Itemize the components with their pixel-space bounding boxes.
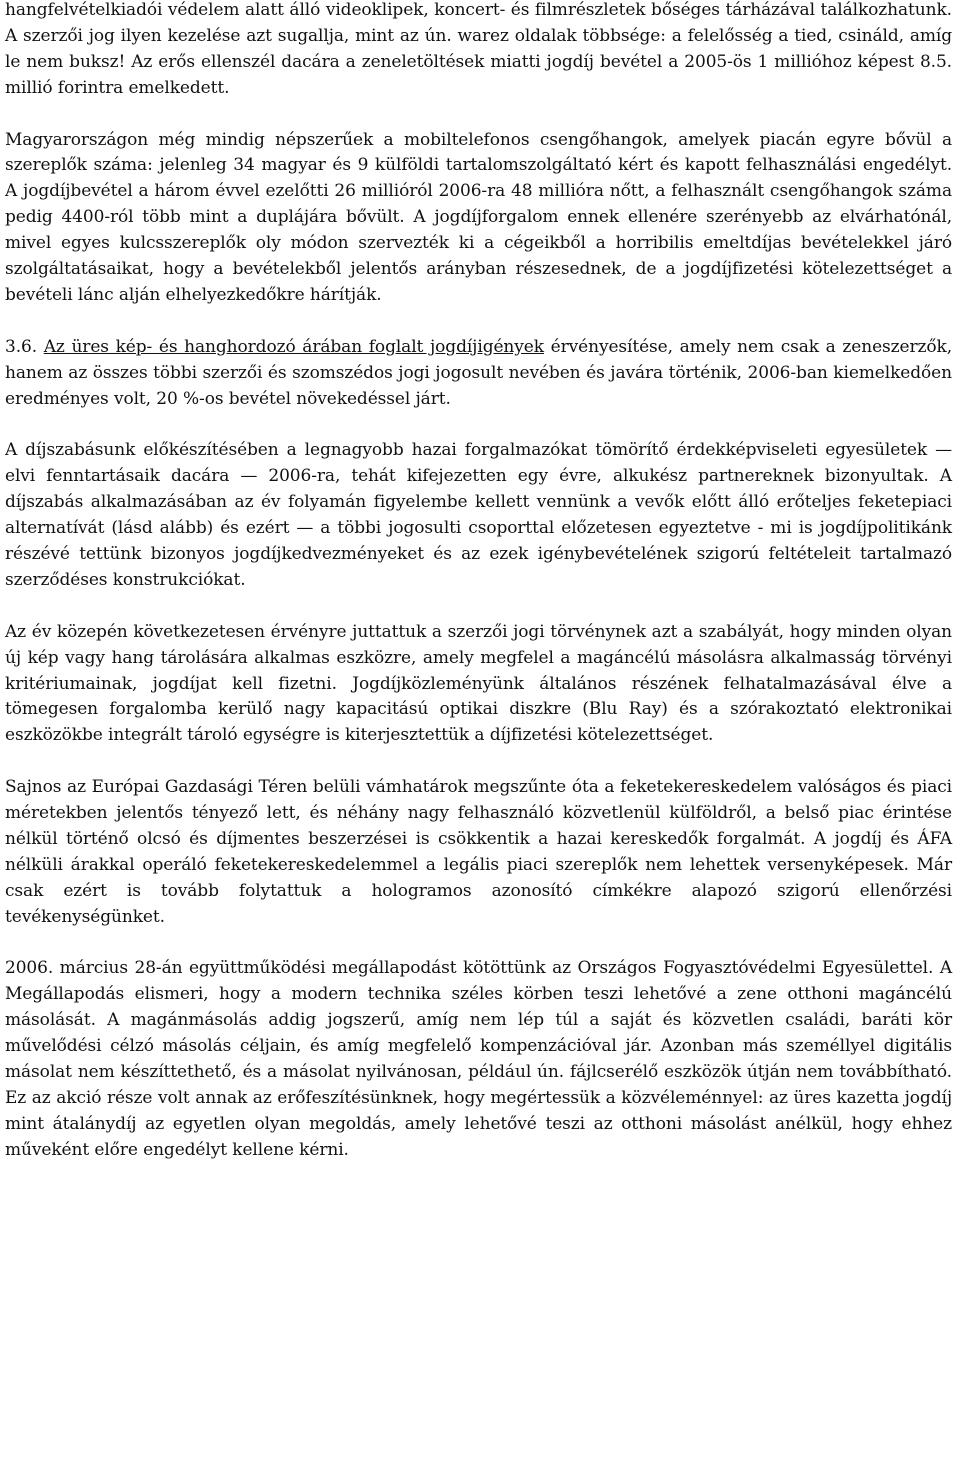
paragraph-copyright-law-enforcement: Az év közepén következetesen érvényre juttattuk a szerzői jogi törvénynek azt a szabályát, hogy minden olyan új kép vagy hang tárolására alkalmas eszközre, amely megfelel a magáncélú másolásra alkalmasság törvényi kritériumainak, jogdíjat kell fizetni. Jogdíjközleményünk általános részének felhatalmazásával élve a tömegesen forgalomba kerülő nagy kapacitású optikai diszkre (Blu Ray) és a szórakoztató elektronikai eszközökbe integrált tároló egységre is kiterjesztettük a díjfizetési kötelezettséget. [5,621,952,746]
paragraph-tariff-preparation: A díjszabásunk előkészítésében a legnagyobb hazai forgalmazókat tömörítő érdekképviseleti egyesületek — elvi fenntartásaik dacára — 2006-ra, tehát kifejezetten egy évre, alkukész partnereknek bizonyultak. A díjszabás alkalmazásában az év folyamán figyelembe kellett vennünk a vevők előtt álló erőteljes feketepiaci alternatívát (lásd alább) és ezért — a többi jogosulti csoporttal előzetesen egyeztetve - mi is jogdíjpolitikánk részévé tettünk bizonyos jogdíjkedvezményeket és az ezek igénybevételének szigorú feltételeit tartalmazó szerződéses konstrukciókat. [5,440,952,590]
paragraph-black-market: Sajnos az Európai Gazdasági Téren belüli vámhatárok megszűnte óta a feketekereskedelem valóságos és piaci méretekben jelentős tényező lett, és néhány nagy felhasználó közvetlenül külföldről, a belső piac érintése nélkül történő olcsó és díjmentes beszerzései is csökkentik a hazai kereskedők forgalmát. A jogdíj és ÁFA nélküli árakkal operáló feketekereskedelemmel a legális piaci szereplők nem lehettek versenyképesek. Már csak ezért is tovább folytattuk a hologramos azonosító címkékre alapozó szigorú ellenőrzési tevékenységünket. [5,777,952,927]
paragraph-consumer-agreement: 2006. március 28-án együttműködési megállapodást kötöttünk az Országos Fogyasztóvédelmi Egyesülettel. A Megállapodás elismeri, hogy a modern technika széles körben teszi lehetővé a zene otthoni magáncélú másolását. A magánmásolás addig jogszerű, amíg nem lép túl a saját és közvetlen családi, baráti kör művelődési célzó másolás céljain, és amíg megfelelő kompenzációval jár. Azonban más személlyel digitális másolat nem készíttethető, és a másolat nyilvánosan, például ún. fájlcserélő eszközök útján nem továbbítható. Ez az akció része volt annak az erőfeszítésünknek, hogy megértessük a közvéleménnyel: az üres kazetta jogdíj mint átalánydíj az egyetlen olyan megoldás, amely lehetővé teszi az otthoni másolást anélkül, hogy ehhez műveként előre engedélyt kellene kérni. [5,958,952,1160]
section-number: 3.6. [5,336,44,357]
underlined-heading-text: Az üres kép- és hanghordozó árában foglalt jogdíjigények [43,336,544,357]
paragraph-body: érvényesítése, amely nem csak a zeneszerzők, hanem az összes többi szerzői és szomszédos jogi jogosult nevében és javára történik, 2006-ban kiemelkedően eredményes volt, 20 %-os bevétel növekedéssel járt. [5,336,952,409]
paragraph-blank-media-levy [5,335,952,413]
paragraph-music-downloads: hangfelvételkiadói védelem alatt álló videoklipek, koncert- és filmrészletek bőséges tárházával találkozhatunk. A szerzői jog ilyen kezelése azt sugallja, mint az ún. warez oldalak többsége: a felelősség a tied, csináld, amíg le nem buksz! Az erős ellenszél dacára a zeneletöltések miatti jogdíj bevétel a 2005-ös 1 millióhoz képest 8.5. millió forintra emelkedett. [5,0,952,98]
paragraph-ringtones: Magyarországon még mindig népszerűek a mobiltelefonos csengőhangok, amelyek piacán egyre bővül a szereplők száma: jelenleg 34 magyar és 9 külföldi tartalomszolgáltató kért és kapott felhasználási engedélyt. A jogdíjbevétel a három évvel ezelőtti 26 millióról 2006-ra 48 millióra nőtt, a felhasznált csengőhangok száma pedig 4400-ról több mint a duplájára bővült. A jogdíjforgalom ennek ellenére szerényebb az elvárhatónál, mivel egyes kulcsszereplők oly módon szervezték ki a cégeikből a horribilis emeltdíjas bevételekkel járó szolgáltatásaikat, hogy a bevételekből jelentős arányban részesednek, de a jogdíjfizetési kötelezettséget a bevételi lánc alján elhelyezkedőkre hárítják. [5,129,952,305]
